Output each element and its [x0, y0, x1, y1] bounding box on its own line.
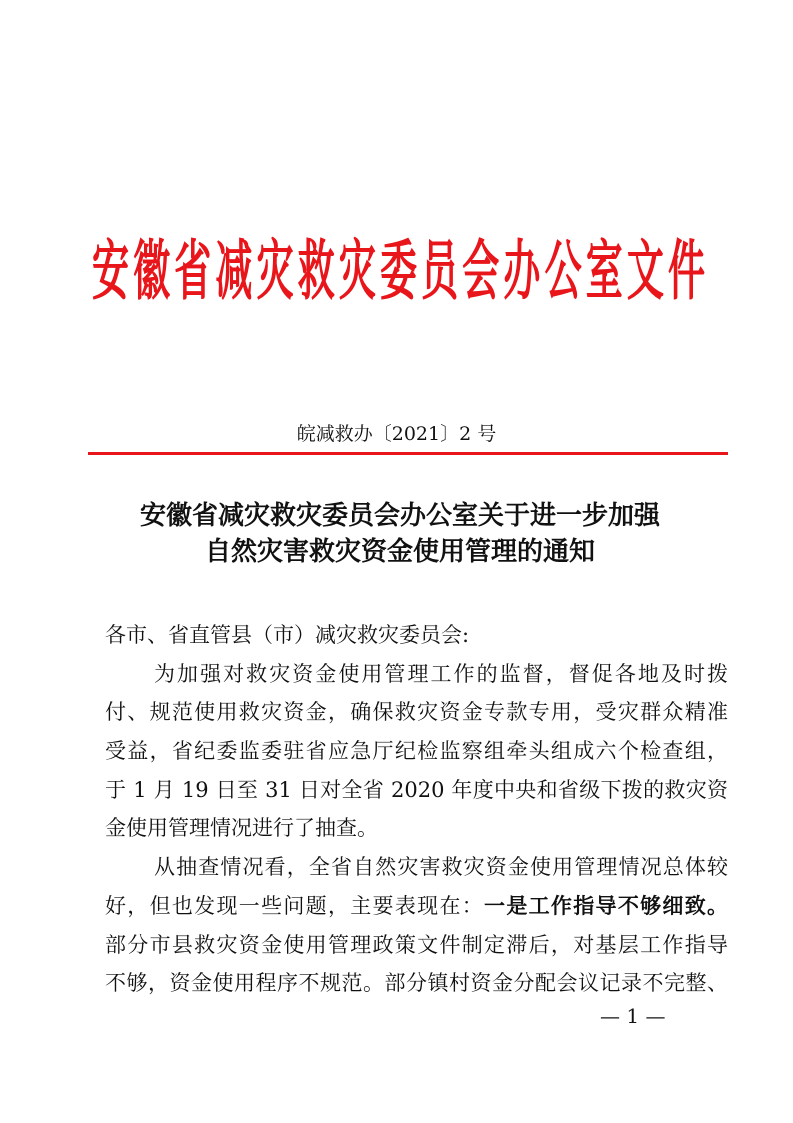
- para1-line: 受益，省纪委监委驻省应急厅纪检监察组牵头组成六个检查组，: [105, 739, 728, 764]
- red-divider: [88, 452, 728, 455]
- para2-bold-heading: 一是工作指导不够细致。: [484, 893, 729, 918]
- para1-line: 于 1 月 19 日至 31 日对全省 2020 年度中央和省级下拨的救灾资: [105, 777, 728, 802]
- document-number: 皖减救办〔2021〕2 号: [296, 423, 497, 445]
- para2-line: 不够，资金使用程序不规范。部分镇村资金分配会议记录不完整、: [105, 971, 728, 996]
- salutation: 各市、省直管县（市）减灾救灾委员会:: [105, 623, 470, 647]
- para1-line: 为加强对救灾资金使用管理工作的监督，督促各地及时拨: [154, 661, 728, 686]
- para2-line: 从抽查情况看，全省自然灾害救灾资金使用管理情况总体较: [154, 855, 728, 880]
- document-header-title: 安徽省减灾救灾委员会办公室文件: [92, 233, 704, 309]
- notice-title-line-2: 自然灾害救灾资金使用管理的通知: [204, 537, 595, 567]
- page-number: — 1 —: [600, 1004, 666, 1028]
- para2-text: 好，但也发现一些问题，主要表现在：: [105, 893, 485, 918]
- para1-line: 付、规范使用救灾资金，确保救灾资金专款专用，受灾群众精准: [105, 700, 728, 725]
- notice-title-line-1: 安徽省减灾救灾委员会办公室关于进一步加强: [139, 501, 660, 531]
- para1-line: 金使用管理情况进行了抽查。: [105, 816, 378, 841]
- document-body: [105, 616, 728, 1003]
- para2-line: 部分市县救灾资金使用管理政策文件制定滞后，对基层工作指导: [105, 932, 728, 957]
- para2-line: [105, 887, 728, 926]
